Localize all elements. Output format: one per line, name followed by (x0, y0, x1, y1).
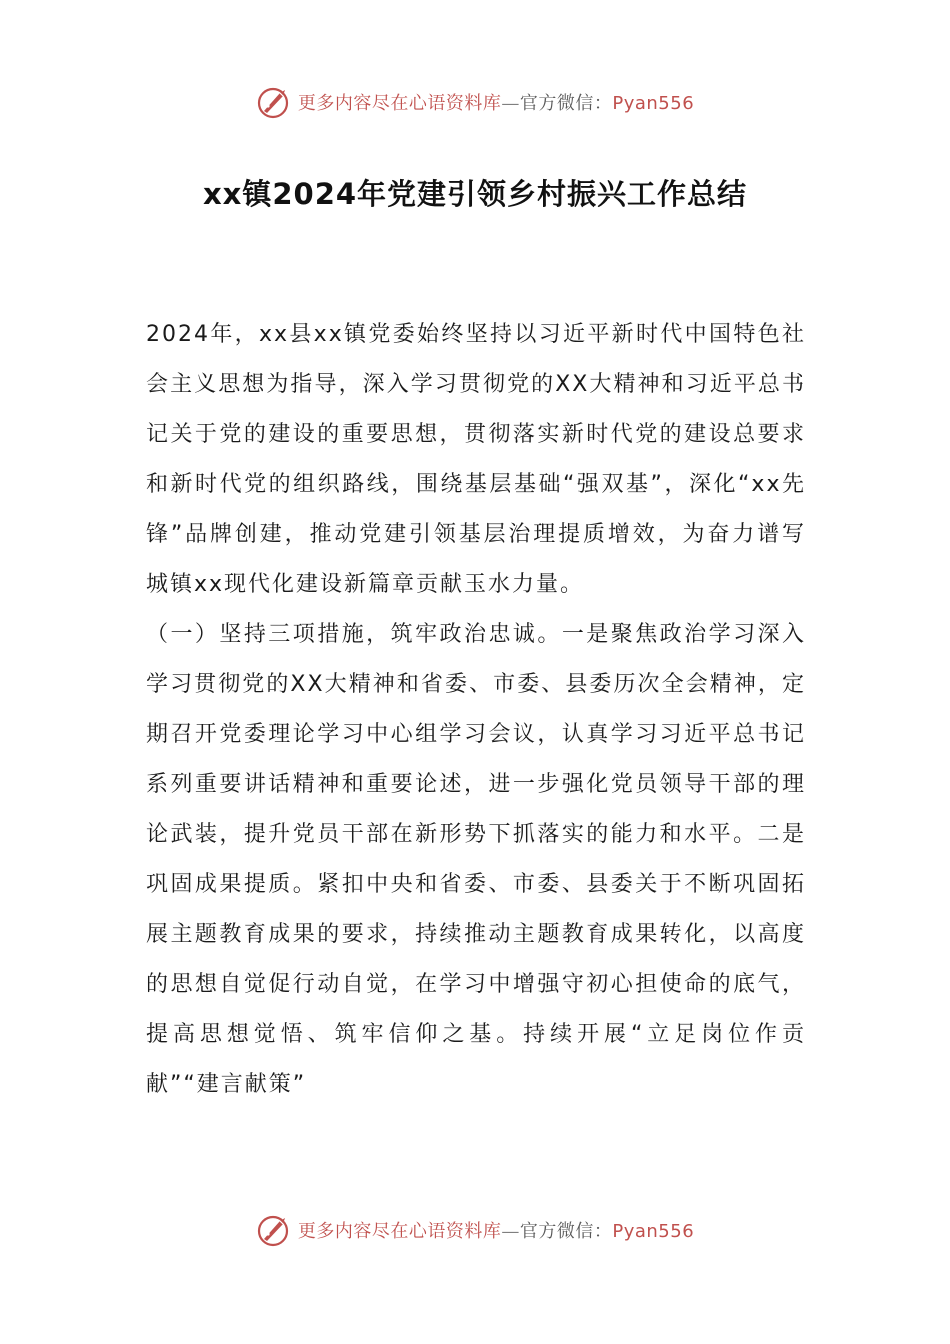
footer-banner (0, 1210, 950, 1250)
paragraph-intro: 2024年，xx县xx镇党委始终坚持以习近平新时代中国特色社会主义思想为指导，深入学习贯彻党的XX大精神和习近平总书记关于党的建设的重要思想，贯彻落实新时代党的建设总要求和新时代党的组织路线，围绕基层基础“强双基”，深化“xx先锋”品牌创建，推动党建引领基层治理提质增效，为奋力谱写城镇xx现代化建设新篇章贡献玉水力量。 (146, 322, 806, 597)
document-title: xx镇2024年党建引领乡村振兴工作总结 (202, 177, 748, 211)
banner-separator: — (501, 93, 520, 114)
banner-separator: — (501, 1221, 520, 1242)
banner-wechat-label: 官方微信： (519, 1221, 613, 1242)
banner-text (298, 89, 694, 115)
banner-main-text: 更多内容尽在心语资料库 (297, 93, 502, 114)
banner-wechat-id: Pyan556 (612, 93, 695, 114)
pen-nib-circle-logo-icon (256, 1212, 292, 1248)
banner-wechat-label: 官方微信： (519, 93, 613, 114)
banner-main-text: 更多内容尽在心语资料库 (297, 1221, 502, 1242)
document-body (146, 310, 806, 1110)
banner-wechat-id: Pyan556 (612, 1221, 695, 1242)
paragraph-section-1: （一）坚持三项措施，筑牢政治忠诚。一是聚焦政治学习深入学习贯彻党的XX大精神和省委、市委、县委历次全会精神，定期召开党委理论学习中心组学习会议，认真学习习近平总书记系列重要讲话精神和重要论述，进一步强化党员领导干部的理论武装，提升党员干部在新形势下抓落实的能力和水平。二是巩固成果提质。紧扣中央和省委、市委、县委关于不断巩固拓展主题教育成果的要求，持续推动主题教育成果转化，以高度的思想自觉促行动自觉，在学习中增强守初心担使命的底气，提高思想觉悟、筑牢信仰之基。持续开展“立足岗位作贡献”“建言献策” (146, 622, 806, 1097)
banner-text (298, 1217, 694, 1243)
pen-nib-circle-logo-icon (256, 84, 292, 120)
header-banner (0, 82, 950, 122)
